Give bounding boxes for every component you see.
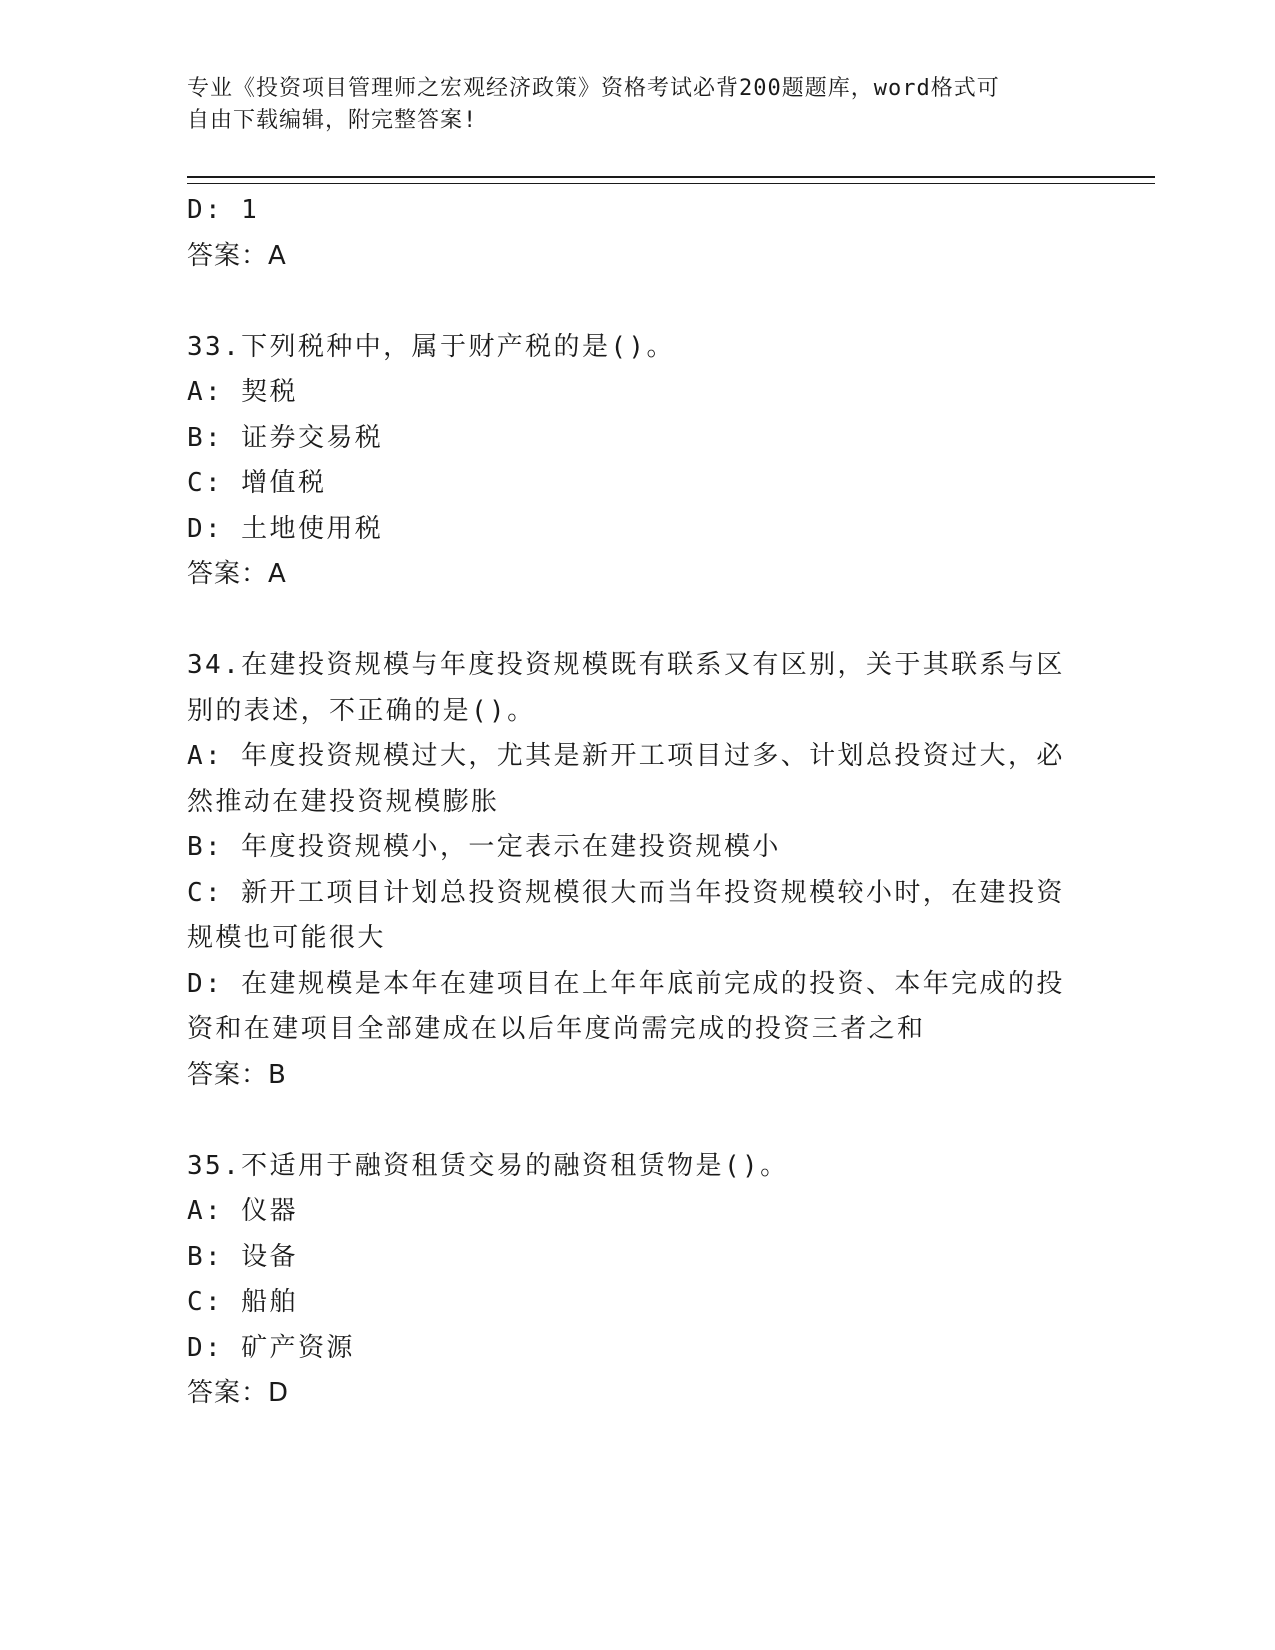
question-33 (187, 325, 1087, 598)
spacer (187, 598, 1087, 644)
question-stem: 33.下列税种中，属于财产税的是()。 (187, 331, 675, 362)
option-c-continued: 规模也可能很大 (187, 923, 386, 953)
question-stem: 34.在建投资规模与年度投资规模既有联系又有区别，关于其联系与区 (187, 650, 1065, 680)
option-b: B: 设备 (187, 1241, 298, 1272)
option-d: D: 在建规模是本年在建项目在上年年底前完成的投资、本年完成的投 (187, 968, 1065, 999)
header-rule-thin (187, 183, 1155, 184)
header-rule-thick (187, 176, 1155, 178)
option-d: D: 土地使用税 (187, 513, 384, 544)
option-c: C: 船舶 (187, 1287, 298, 1317)
answer: 答案：A (187, 559, 287, 589)
option-d: D: 矿产资源 (187, 1332, 355, 1363)
spacer (187, 279, 1087, 325)
question-34 (187, 643, 1087, 1098)
prev-option-d: D: 1 (187, 195, 260, 225)
question-stem-continued: 别的表述，不正确的是()。 (187, 695, 536, 726)
option-a-continued: 然推动在建投资规模膨胀 (187, 786, 500, 817)
option-b: B: 证券交易税 (187, 422, 384, 453)
header-line-2: 自由下载编辑，附完整答案! (187, 108, 478, 133)
spacer (187, 1098, 1087, 1144)
answer: 答案：D (187, 1378, 290, 1408)
option-a: A: 契税 (187, 377, 298, 407)
option-a: A: 仪器 (187, 1196, 298, 1226)
prev-answer: 答案：A (187, 240, 287, 271)
document-header (187, 73, 1067, 137)
option-d-continued: 资和在建项目全部建成在以后年度尚需完成的投资三者之和 (187, 1014, 926, 1044)
option-c: C: 新开工项目计划总投资规模很大而当年投资规模较小时，在建投资 (187, 877, 1065, 908)
option-c: C: 增值税 (187, 468, 327, 498)
question-35 (187, 1144, 1087, 1417)
option-a: A: 年度投资规模过大，尤其是新开工项目过多、计划总投资过大，必 (187, 741, 1065, 771)
option-b: B: 年度投资规模小，一定表示在建投资规模小 (187, 832, 781, 862)
question-stem: 35.不适用于融资租赁交易的融资租赁物是()。 (187, 1150, 789, 1181)
document-content (187, 188, 1087, 1417)
answer: 答案：B (187, 1059, 287, 1090)
header-line-1: 专业《投资项目管理师之宏观经济政策》资格考试必背200题题库，word格式可 (187, 76, 1000, 101)
